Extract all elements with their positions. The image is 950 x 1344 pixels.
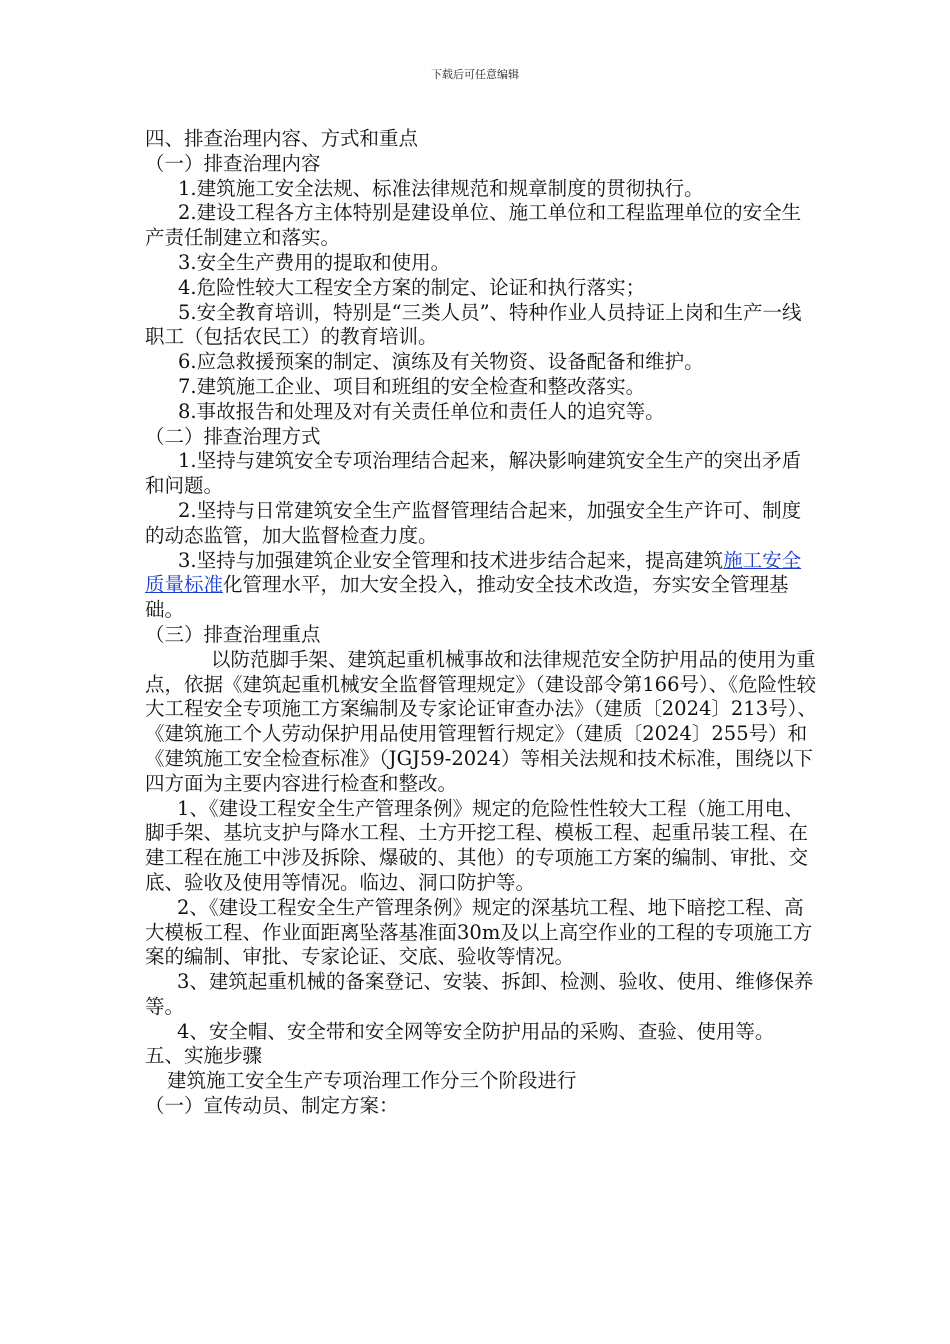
paragraph-intro: 以防范脚手架、建筑起重机械事故和法律规范安全防护用品的使用为重点，依据《建筑起重机械安全监督管理规定》（建设部令第166号）、《危险性较大工程安全专项施工方案编制及专家论证审查办法》（建质〔2024〕213号）、《建筑施工个人劳动保护用品使用管理暂行规定》（建质〔2024〕255号）和《建筑施工安全检查标准》（JGJ59-2024）等相关法规和技术标准，围绕以下四方面为主要内容进行检查和整改。 bbox=[145, 647, 817, 795]
list-item: 3.安全生产费用的提取和使用。 bbox=[178, 250, 451, 274]
paragraph: 建筑施工安全生产专项治理工作分三个阶段进行 bbox=[167, 1069, 577, 1093]
list-item-text: 化管理水平，加大安全投入，推动安全技术改造，夯实安全管理基础。 bbox=[145, 573, 789, 622]
subheading-3: （三）排查治理重点 bbox=[145, 622, 321, 646]
list-item: 2、《建设工程安全生产管理条例》规定的深基坑工程、地下暗挖工程、高大模板工程、作业面距离坠落基准面30m及以上高空作业的工程的专项施工方案的编制、审批、专家论证、交底、验收等情况。 bbox=[145, 895, 813, 969]
document-body bbox=[145, 127, 817, 1119]
list-item: 1.建筑施工安全法规、标准法律规范和规章制度的贯彻执行。 bbox=[178, 176, 704, 200]
subheading-1: （一）排查治理内容 bbox=[145, 151, 321, 175]
quality-standard-link[interactable]: 施工安全质量标准 bbox=[145, 548, 802, 597]
list-item: 4.危险性较大工程安全方案的制定、论证和执行落实； bbox=[178, 275, 646, 299]
subheading-5-1: （一）宣传动员、制定方案： bbox=[145, 1094, 399, 1118]
list-item: 8.事故报告和处理及对有关责任单位和责任人的追究等。 bbox=[178, 399, 665, 423]
list-item: 5.安全教育培训，特别是“三类人员”、特种作业人员持证上岗和生产一线职工（包括农民工）的教育培训。 bbox=[145, 300, 802, 349]
list-item: 1、《建设工程安全生产管理条例》规定的危险性性较大工程（施工用电、脚手架、基坑支护与降水工程、土方开挖工程、模板工程、起重吊装工程、在建工程在施工中涉及拆除、爆破的、其他）的专项施工方案的编制、审批、交底、验收及使用等情况。临边、洞口防护等。 bbox=[145, 796, 809, 894]
list-item-text: 3.坚持与加强建筑企业安全管理和技术进步结合起来，提高建筑 bbox=[178, 548, 724, 572]
page-header-note: 下载后可任意编辑 bbox=[431, 68, 519, 81]
list-item: 1.坚持与建筑安全专项治理结合起来，解决影响建筑安全生产的突出矛盾和问题。 bbox=[145, 449, 802, 498]
heading-section-5: 五、实施步骤 bbox=[145, 1044, 263, 1068]
list-item: 6.应急救援预案的制定、演练及有关物资、设备配备和维护。 bbox=[178, 350, 704, 374]
list-item: 3、建筑起重机械的备案登记、安装、拆卸、检测、验收、使用、维修保养等。 bbox=[145, 970, 814, 1018]
list-item: 2.坚持与日常建筑安全生产监督管理结合起来，加强安全生产许可、制度的动态监管，加大监督检查力度。 bbox=[145, 498, 802, 547]
list-item: 7.建筑施工企业、项目和班组的安全检查和整改落实。 bbox=[178, 374, 646, 398]
list-item: 4、安全帽、安全带和安全网等安全防护用品的采购、查验、使用等。 bbox=[177, 1019, 775, 1043]
subheading-2: （二）排查治理方式 bbox=[145, 424, 321, 448]
heading-section-4: 四、排查治理内容、方式和重点 bbox=[145, 127, 419, 150]
list-item bbox=[145, 549, 817, 623]
list-item: 2.建设工程各方主体特别是建设单位、施工单位和工程监理单位的安全生产责任制建立和落实。 bbox=[145, 201, 802, 250]
